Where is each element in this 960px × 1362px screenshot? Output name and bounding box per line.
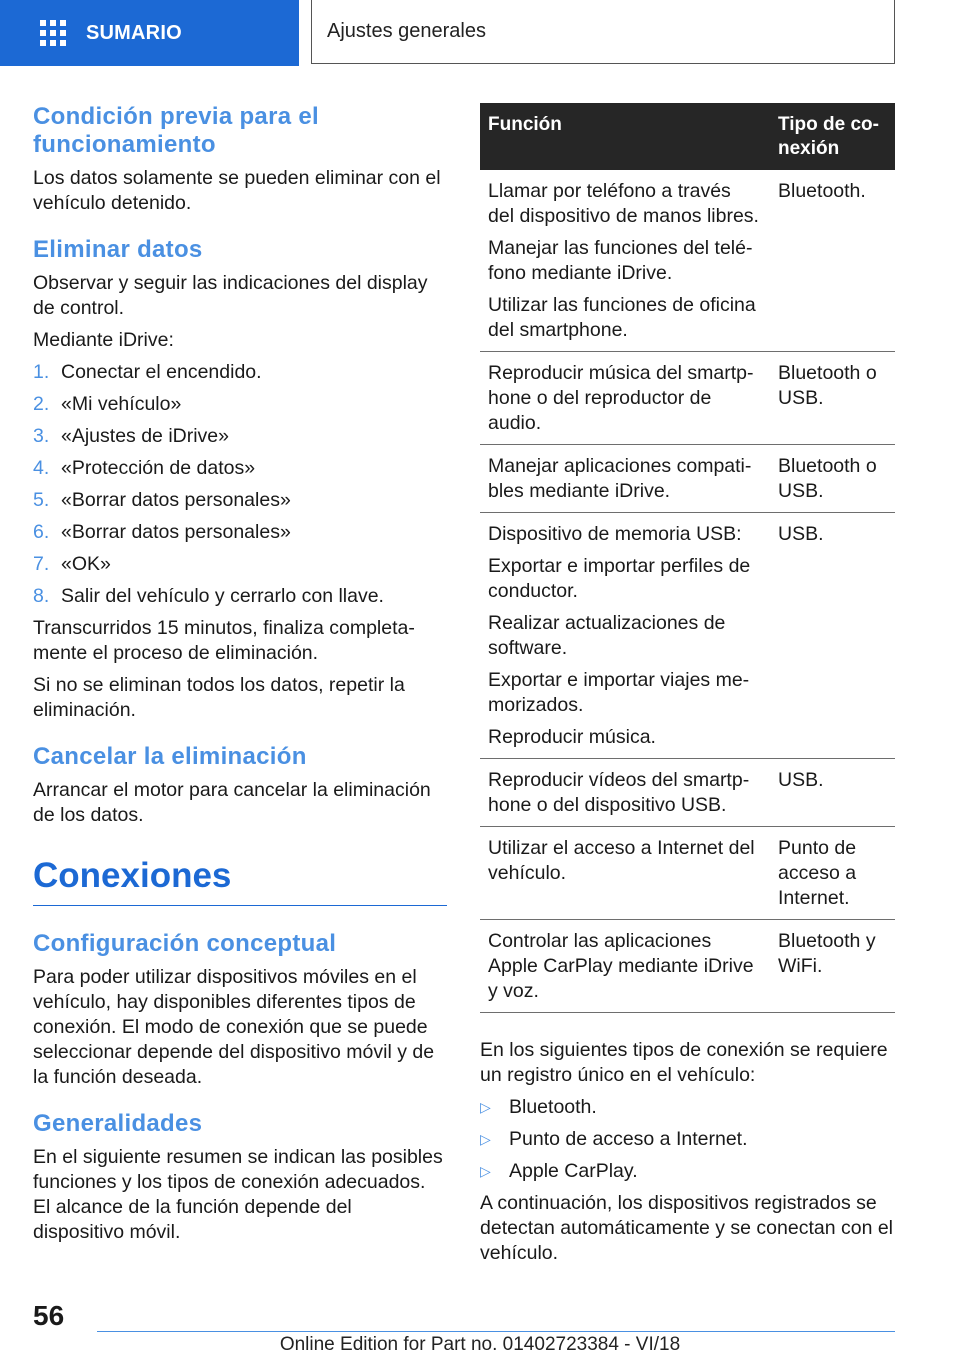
section-heading-concept: Configuración conceptual	[33, 930, 337, 957]
connection-cell: Bluetooth.	[770, 170, 895, 352]
paragraph: Arrancar el motor para cancelar la eliminación de los datos.	[33, 779, 431, 826]
function-cell	[480, 445, 770, 513]
section-heading-general: Generalidades	[33, 1110, 203, 1137]
paragraph: En el siguiente resumen se indican las posibles funciones y los tipos de conexión adecuados. El alcance de la función depende del dispositivo móvil.	[33, 1146, 443, 1243]
column-header-function: Función	[480, 103, 770, 170]
top-bar	[0, 0, 960, 66]
table-row	[480, 513, 895, 759]
sumario-tab[interactable]	[0, 0, 299, 66]
paragraph: A continuación, los dispositivos registrados se detectan automáticamente y se conectan con el vehículo.	[480, 1192, 894, 1264]
cell-text: Manejar las funciones del teléfono mediante iDrive.	[488, 237, 753, 284]
list-item-text: Bluetooth.	[509, 1096, 597, 1118]
step-number: 7.	[33, 553, 50, 575]
list-item	[480, 1095, 895, 1120]
connection-cell: Bluetooth o USB.	[770, 445, 895, 513]
function-cell	[480, 513, 770, 759]
chapter-tab[interactable]: Ajustes generales	[311, 0, 895, 64]
cell-text: Llamar por teléfono a través del dispositivo de manos libres.	[488, 180, 759, 227]
table-row	[480, 170, 895, 352]
paragraph: Observar y seguir las indicaciones del display de control.	[33, 272, 428, 319]
paragraph: Para poder utilizar dispositivos móviles en el vehículo, hay disponibles diferentes tipos de conexión. El modo de conexión que se puede seleccionar depende del dispositivo móvil y de la función deseada.	[33, 966, 435, 1088]
list-item-text: Punto de acceso a Internet.	[509, 1128, 748, 1150]
cell-text: Realizar actualizaciones de software.	[488, 612, 726, 659]
step-text: «Borrar datos personales»	[61, 489, 291, 511]
step-item	[33, 392, 447, 417]
footer-edition-text: Online Edition for Part no. 01402723384 - VI/18	[279, 1334, 681, 1355]
table-row	[480, 352, 895, 445]
paragraph: En los siguientes tipos de conexión se requiere un registro único en el vehículo:	[480, 1039, 888, 1086]
table-row	[480, 445, 895, 513]
cell-text: Controlar las aplicaciones Apple CarPlay mediante iDrive y voz.	[488, 930, 754, 1002]
step-number: 6.	[33, 521, 50, 543]
step-item	[33, 360, 447, 385]
table-row	[480, 759, 895, 827]
function-cell	[480, 352, 770, 445]
section-heading-cancel: Cancelar la eliminación	[33, 743, 307, 770]
cell-text: Reproducir música.	[488, 726, 656, 748]
list-item	[480, 1159, 895, 1184]
function-cell	[480, 759, 770, 827]
section-heading-delete-data: Eliminar datos	[33, 236, 203, 263]
grid-menu-icon	[40, 20, 66, 46]
step-number: 4.	[33, 457, 50, 479]
triangle-bullet-icon: ▷	[480, 1099, 491, 1115]
footer-rule	[97, 1331, 895, 1332]
triangle-bullet-icon: ▷	[480, 1163, 491, 1179]
function-cell	[480, 170, 770, 352]
step-number: 5.	[33, 489, 50, 511]
left-column	[33, 103, 447, 1245]
chapter-heading: Conexiones	[33, 856, 232, 895]
step-item	[33, 584, 447, 609]
cell-text: Exportar e importar perfiles de conductor.	[488, 555, 751, 602]
connection-cell: Bluetooth y WiFi.	[770, 920, 895, 1013]
step-text: Salir del vehículo y cerrarlo con llave.	[61, 585, 384, 607]
paragraph: Los datos solamente se pueden eliminar con el vehículo detenido.	[33, 167, 441, 214]
cell-text: Utilizar el acceso a Internet del vehículo.	[488, 837, 755, 884]
connections-table	[480, 103, 895, 1013]
cell-text: Reproducir música del smartphone o del reproductor de audio.	[488, 362, 754, 434]
list-item-text: Apple CarPlay.	[509, 1160, 638, 1182]
column-header-connection: Tipo de conexión	[770, 103, 895, 170]
table-header-row	[480, 103, 895, 170]
connection-cell: USB.	[770, 759, 895, 827]
cell-text: Exportar e importar viajes memorizados.	[488, 669, 750, 716]
cell-text: Dispositivo de memoria USB:	[488, 523, 742, 545]
step-text: «Mi vehículo»	[61, 393, 182, 415]
step-text: «OK»	[61, 553, 111, 575]
step-text: «Ajustes de iDrive»	[61, 425, 229, 447]
table-row	[480, 920, 895, 1013]
step-number: 2.	[33, 393, 50, 415]
step-number: 8.	[33, 585, 50, 607]
section-heading-prerequisite: Condición previa para el funcionamiento	[33, 103, 319, 158]
steps-list	[33, 360, 447, 609]
step-text: Conectar el encendido.	[61, 361, 262, 383]
cell-text: Utilizar las funciones de oficina del smartphone.	[488, 294, 756, 341]
right-column	[480, 103, 895, 1266]
connection-cell: USB.	[770, 513, 895, 759]
paragraph: Transcurridos 15 minutos, finaliza completamente el proceso de eliminación.	[33, 617, 415, 664]
step-item	[33, 424, 447, 449]
step-text: «Borrar datos personales»	[61, 521, 291, 543]
function-cell	[480, 920, 770, 1013]
cell-text: Reproducir vídeos del smartphone o del dispositivo USB.	[488, 769, 750, 816]
step-item	[33, 552, 447, 577]
triangle-bullet-icon: ▷	[480, 1131, 491, 1147]
step-text: «Protección de datos»	[61, 457, 256, 479]
step-number: 1.	[33, 361, 50, 383]
connection-cell: Bluetooth o USB.	[770, 352, 895, 445]
step-number: 3.	[33, 425, 50, 447]
step-item	[33, 488, 447, 513]
function-cell	[480, 827, 770, 920]
connection-types-list	[480, 1095, 895, 1184]
paragraph: Mediante iDrive:	[33, 329, 174, 351]
connection-cell: Punto de acceso a Internet.	[770, 827, 895, 920]
list-item	[480, 1127, 895, 1152]
table-row	[480, 827, 895, 920]
step-item	[33, 520, 447, 545]
cell-text: Manejar aplicaciones compatibles mediante iDrive.	[488, 455, 752, 502]
paragraph: Si no se eliminan todos los datos, repetir la eliminación.	[33, 674, 405, 721]
sumario-tab-label: SUMARIO	[86, 21, 182, 44]
step-item	[33, 456, 447, 481]
page-number: 56	[33, 1300, 65, 1331]
